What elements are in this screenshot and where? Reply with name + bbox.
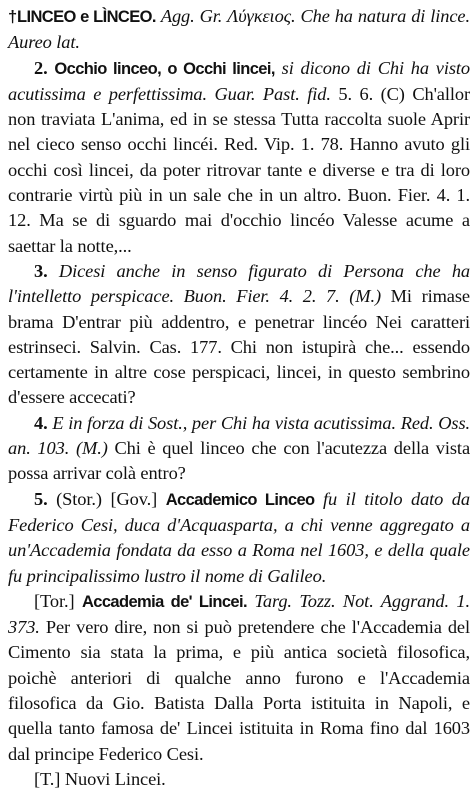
sense-citation: Chi è quel linceo che con l'acutezza della vista possa arrivar colà entro? <box>8 438 471 484</box>
sense-number: 3. <box>34 260 48 281</box>
sense-number: 4. <box>34 412 48 433</box>
sense-4 <box>8 411 470 487</box>
sense-3 <box>8 259 470 411</box>
subentry-body: Per vero dire, non si può pretendere che l'Accademia del Cimento sia stata la prima, e più antica società filosofica, poichè anteriori di qualche anno furono e l'Accademia filosofica da Gio. Batista Dalla Porta istituita in Napoli, e quella tanto famosa de' Lincei istituita in Roma fino dal 1603 dal principe Federico Cesi. <box>8 617 471 764</box>
sense-5 <box>8 487 470 589</box>
sense-citation: Mi rimase brama D'entrar più addentro, e penetrar lincéo Nei caratteri estrinseci. Salvin. Cas. 177. Chi non istupirà che... essendo certamente in altre cose perspicaci, lincei, in questo sembrino d'essere accecati? <box>8 286 470 408</box>
subentry-label: Accademia de' Lincei. <box>81 592 247 611</box>
sense-citation: 5. 6. (C) Ch'allor non traviata L'anima, ed in se stessa Tutta raccolta suole Aprir nel cieco senso occhi lincéi. Red. Vip. 1. 78. Hanno avuto gli occhi così lincei, da poter ritrovar tante e diverse e tra di loro contrarie virtù più in un sale che in un altro. Buon. Fier. 4. 1. 12. Ma se di sguardo mai d'occhio lincéo Valesse acume a saettar la notte,... <box>8 83 471 256</box>
etymology: Agg. Gr. Λύγκειος. Che ha natura di lince. Aureo lat. <box>8 6 470 53</box>
last-entry-text: Nuovi Lincei. <box>64 768 166 789</box>
sense-2 <box>8 56 470 259</box>
sense-label: Occhio linceo, o Occhi lincei, <box>54 59 275 78</box>
last-entry-tag: [T.] <box>34 768 61 789</box>
sense-definition: si dicono di Chi ha visto acutissima e perfettissima. Guar. Past. fid. <box>8 57 471 104</box>
entry-heading <box>8 4 470 56</box>
sense-definition: Dicesi anche in senso figurato di Persona che ha l'intelletto perspicace. Buon. Fier. 4. 2. 7. (M.) <box>8 260 471 307</box>
sense-number: 2. <box>34 57 48 78</box>
sense-definition: fu il titolo dato da Federico Cesi, duca d'Acquasparta, a chi venne aggregato a un'Accademia fondata da esso a Roma nel 1603, e della quale fu principalissimo lustro il nome di Galileo. <box>8 488 470 586</box>
sense-label: Accademico Linceo <box>165 490 315 509</box>
sense-definition: E in forza di Sost., per Chi ha vista acutissima. Red. Oss. an. 103. (M.) <box>8 412 471 459</box>
subentry <box>8 589 470 767</box>
sense-tag: (Stor.) [Gov.] <box>56 488 158 509</box>
last-entry <box>8 767 470 792</box>
subentry-source: Targ. Tozz. Not. Aggrand. 1. 373. <box>8 590 470 638</box>
sense-number: 5. <box>34 488 48 509</box>
subentry-tag: [Tor.] <box>34 590 75 611</box>
headword: †LINCEO e LÌNCEO. <box>8 8 156 26</box>
